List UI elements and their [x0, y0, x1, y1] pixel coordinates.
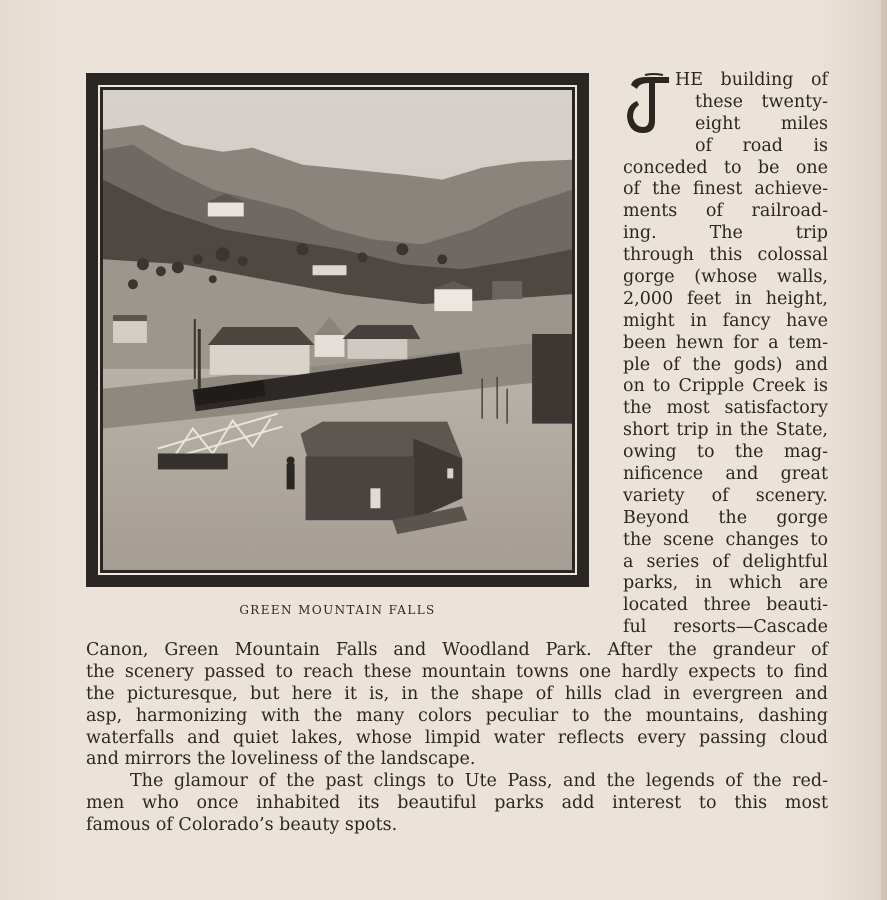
column-line: the most satisfactory — [623, 398, 828, 419]
column-line: been hewn for a tem- — [623, 332, 828, 353]
column-line: ple of the gods) and — [623, 354, 828, 375]
column-line: of the finest achieve- — [623, 179, 828, 200]
column-line: on to Cripple Creek is — [623, 376, 828, 397]
full-width-text — [86, 640, 828, 837]
column-line: of road is — [695, 135, 828, 156]
column-line: 2,000 feet in height, — [623, 288, 828, 309]
column-line: located three beauti- — [623, 595, 828, 616]
column-line: Beyond the gorge — [623, 507, 828, 528]
photo-frame — [98, 85, 577, 575]
body-line: and mirrors the loveliness of the landscape. — [86, 749, 476, 770]
body-line: waterfalls and quiet lakes, whose limpid water reflects every passing cloud — [86, 727, 828, 748]
page-edge — [881, 0, 887, 900]
column-line: gorge (whose walls, — [623, 267, 828, 288]
column-line: variety of scenery. — [623, 485, 828, 506]
column-line: through this colossal — [623, 245, 828, 266]
column-line: owing to the mag- — [623, 442, 828, 463]
column-line: the scene changes to — [623, 529, 828, 550]
column-line: ful resorts—Cascade — [623, 617, 828, 638]
body-line: Canon, Green Mountain Falls and Woodland Park. After the grandeur of — [86, 640, 828, 660]
column-line: ing. The trip — [623, 223, 828, 244]
column-line: these twenty- — [695, 91, 828, 112]
column-line: ments of railroad- — [623, 201, 828, 222]
column-line: a series of delightful — [623, 551, 828, 572]
body-line: men who once inhabited its beautiful parks add interest to this most — [86, 793, 828, 814]
photo-caption: GREEN MOUNTAIN FALLS — [239, 603, 436, 617]
body-line: famous of Colorado’s beauty spots. — [86, 815, 398, 836]
column-line: parks, in which are — [623, 573, 828, 594]
body-line: asp, harmonizing with the many colors peculiar to the mountains, dashing — [86, 705, 828, 726]
body-line: the scenery passed to reach these mountain towns one hardly expects to find — [86, 661, 828, 682]
body-line: the picturesque, but here it is, in the shape of hills clad in evergreen and — [86, 683, 828, 704]
column-line: short trip in the State, — [623, 420, 828, 441]
body-line: The glamour of the past clings to Ute Pass, and the legends of the red- — [130, 771, 828, 792]
photo-plate — [86, 73, 589, 587]
column-line: might in fancy have — [623, 310, 828, 331]
column-line: conceded to be one — [623, 157, 828, 178]
column-line: HE building of — [675, 70, 828, 90]
right-column-text — [623, 70, 828, 639]
column-line: nificence and great — [623, 464, 828, 485]
mountain-town-photo — [103, 90, 572, 570]
column-line: eight miles — [695, 113, 828, 134]
